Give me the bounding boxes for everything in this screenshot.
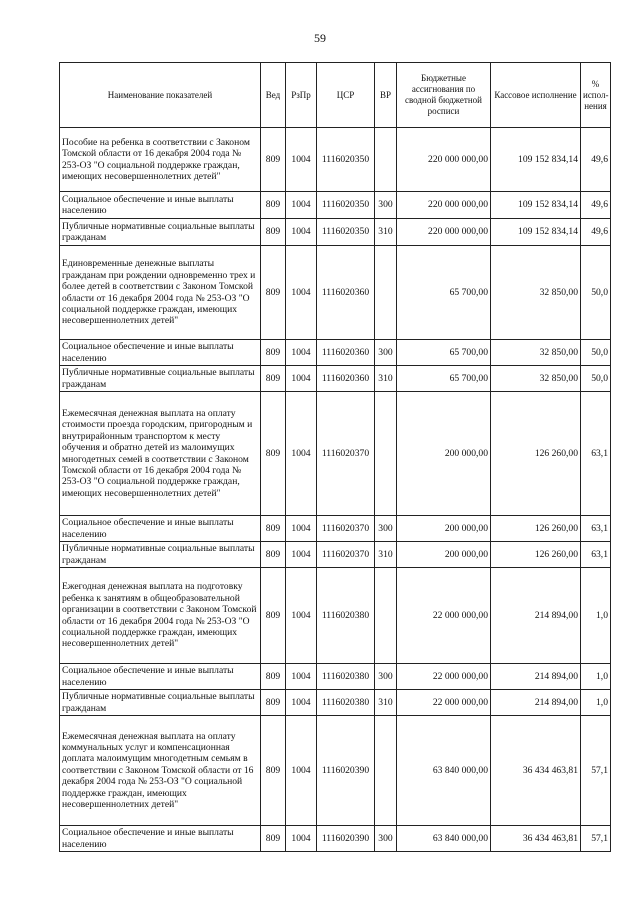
row-vr: 310 [375, 219, 397, 246]
row-csr: 1116020350 [317, 219, 375, 246]
row-ved: 809 [261, 716, 286, 826]
row-pct: 63,1 [581, 542, 611, 568]
row-vr: 310 [375, 690, 397, 716]
row-name: Ежегодная денежная выплата на подготовку ребенка к занятиям в общеобразовательной организации в соответствии с Законом Томской области от 16 декабря 2004 года № 253-ОЗ "О социальной поддержке граждан, имеющих несовершеннолетних детей" [60, 568, 261, 664]
row-budget: 63 840 000,00 [397, 826, 491, 852]
row-csr: 1116020370 [317, 516, 375, 542]
row-vr: 300 [375, 340, 397, 366]
header-name: Наименование показателей [60, 63, 261, 128]
row-budget: 65 700,00 [397, 340, 491, 366]
row-rzpr: 1004 [286, 128, 317, 192]
table-row [60, 219, 611, 246]
row-cash: 214 894,00 [491, 664, 581, 690]
row-csr: 1116020350 [317, 192, 375, 219]
row-pct: 63,1 [581, 516, 611, 542]
row-csr: 1116020390 [317, 716, 375, 826]
row-rzpr: 1004 [286, 542, 317, 568]
row-name: Социальное обеспечение и иные выплаты населению [60, 340, 261, 366]
row-csr: 1116020360 [317, 366, 375, 392]
row-rzpr: 1004 [286, 340, 317, 366]
page-number: 59 [314, 31, 326, 45]
row-csr: 1116020370 [317, 392, 375, 516]
row-ved: 809 [261, 128, 286, 192]
row-vr: 300 [375, 192, 397, 219]
row-budget: 220 000 000,00 [397, 219, 491, 246]
row-vr [375, 716, 397, 826]
row-vr [375, 392, 397, 516]
table-row [60, 542, 611, 568]
row-rzpr: 1004 [286, 192, 317, 219]
table-row [60, 690, 611, 716]
row-budget: 200 000,00 [397, 516, 491, 542]
row-cash: 126 260,00 [491, 392, 581, 516]
row-cash: 109 152 834,14 [491, 192, 581, 219]
row-name: Пособие на ребенка в соответствии с Законом Томской области от 16 декабря 2004 года № 253-ОЗ "О социальной поддержке граждан, имеющих несовершеннолетних детей" [60, 128, 261, 192]
row-cash: 36 434 463,81 [491, 826, 581, 852]
row-cash: 32 850,00 [491, 340, 581, 366]
row-cash: 214 894,00 [491, 690, 581, 716]
row-budget: 22 000 000,00 [397, 690, 491, 716]
row-rzpr: 1004 [286, 568, 317, 664]
row-pct: 57,1 [581, 716, 611, 826]
table-row [60, 826, 611, 852]
row-csr: 1116020370 [317, 542, 375, 568]
table-row [60, 516, 611, 542]
row-rzpr: 1004 [286, 690, 317, 716]
row-rzpr: 1004 [286, 826, 317, 852]
table-row [60, 366, 611, 392]
row-ved: 809 [261, 366, 286, 392]
row-ved: 809 [261, 826, 286, 852]
row-pct: 1,0 [581, 664, 611, 690]
table-row [60, 128, 611, 192]
row-vr [375, 568, 397, 664]
row-vr [375, 246, 397, 340]
row-pct: 1,0 [581, 690, 611, 716]
row-budget: 200 000,00 [397, 392, 491, 516]
header-pct: % испол-нения [581, 63, 611, 128]
row-csr: 1116020380 [317, 664, 375, 690]
row-csr: 1116020350 [317, 128, 375, 192]
row-budget: 220 000 000,00 [397, 192, 491, 219]
row-cash: 109 152 834,14 [491, 128, 581, 192]
row-csr: 1116020390 [317, 826, 375, 852]
header-ved: Вед [261, 63, 286, 128]
table-row [60, 340, 611, 366]
row-rzpr: 1004 [286, 246, 317, 340]
row-csr: 1116020380 [317, 568, 375, 664]
row-cash: 126 260,00 [491, 542, 581, 568]
row-csr: 1116020360 [317, 340, 375, 366]
row-csr: 1116020380 [317, 690, 375, 716]
table-row [60, 716, 611, 826]
row-name: Публичные нормативные социальные выплаты гражданам [60, 219, 261, 246]
row-budget: 220 000 000,00 [397, 128, 491, 192]
row-cash: 32 850,00 [491, 246, 581, 340]
row-ved: 809 [261, 690, 286, 716]
row-pct: 63,1 [581, 392, 611, 516]
row-name: Ежемесячная денежная выплата на оплату коммунальных услуг и компенсационная доплата малоимущим многодетным семьям в соответствии с Законом Томской области от 16 декабря 2004 года № 253-ОЗ "О социальной поддержке граждан, имеющих несовершеннолетних детей" [60, 716, 261, 826]
row-budget: 65 700,00 [397, 246, 491, 340]
row-ved: 809 [261, 219, 286, 246]
row-pct: 1,0 [581, 568, 611, 664]
table-row [60, 568, 611, 664]
row-rzpr: 1004 [286, 664, 317, 690]
table-row [60, 192, 611, 219]
row-vr: 300 [375, 516, 397, 542]
row-name: Ежемесячная денежная выплата на оплату стоимости проезда городским, пригородным и внутрирайонным транспортом к месту обучения и обратно детей из малоимущих многодетных семей в соответствии с Законом Томской области от 16 декабря 2004 года № 253-ОЗ "О социальной поддержке граждан, имеющих несовершеннолетних детей" [60, 392, 261, 516]
row-budget: 65 700,00 [397, 366, 491, 392]
row-name: Социальное обеспечение и иные выплаты населению [60, 826, 261, 852]
row-pct: 49,6 [581, 128, 611, 192]
row-cash: 109 152 834,14 [491, 219, 581, 246]
row-name: Публичные нормативные социальные выплаты гражданам [60, 366, 261, 392]
table-row [60, 392, 611, 516]
row-pct: 49,6 [581, 219, 611, 246]
row-vr: 310 [375, 366, 397, 392]
row-pct: 57,1 [581, 826, 611, 852]
table-row [60, 246, 611, 340]
row-budget: 200 000,00 [397, 542, 491, 568]
header-vr: ВР [375, 63, 397, 128]
row-cash: 32 850,00 [491, 366, 581, 392]
row-name: Публичные нормативные социальные выплаты гражданам [60, 542, 261, 568]
row-ved: 809 [261, 568, 286, 664]
row-pct: 50,0 [581, 366, 611, 392]
row-ved: 809 [261, 392, 286, 516]
row-vr: 310 [375, 542, 397, 568]
row-vr: 300 [375, 826, 397, 852]
row-pct: 50,0 [581, 340, 611, 366]
budget-table [59, 62, 611, 852]
header-cash: Кассовое исполнение [491, 63, 581, 128]
row-rzpr: 1004 [286, 516, 317, 542]
table-row [60, 664, 611, 690]
row-name: Единовременные денежные выплаты гражданам при рождении одновременно трех и более детей в соответствии с Законом Томской области от 16 декабря 2004 года № 253-ОЗ "О социальной поддержке граждан, имеющих несовершеннолетних детей" [60, 246, 261, 340]
row-ved: 809 [261, 664, 286, 690]
row-name: Социальное обеспечение и иные выплаты населению [60, 664, 261, 690]
row-ved: 809 [261, 340, 286, 366]
row-name: Социальное обеспечение и иные выплаты населению [60, 192, 261, 219]
row-budget: 22 000 000,00 [397, 664, 491, 690]
row-vr [375, 128, 397, 192]
row-rzpr: 1004 [286, 716, 317, 826]
row-ved: 809 [261, 542, 286, 568]
row-ved: 809 [261, 516, 286, 542]
row-cash: 36 434 463,81 [491, 716, 581, 826]
row-rzpr: 1004 [286, 392, 317, 516]
header-csr: ЦСР [317, 63, 375, 128]
row-csr: 1116020360 [317, 246, 375, 340]
row-name: Публичные нормативные социальные выплаты гражданам [60, 690, 261, 716]
row-vr: 300 [375, 664, 397, 690]
row-rzpr: 1004 [286, 219, 317, 246]
row-rzpr: 1004 [286, 366, 317, 392]
header-budget: Бюджетные ассигнования по сводной бюджетной росписи [397, 63, 491, 128]
header-rzpr: РзПр [286, 63, 317, 128]
table-header-row [60, 63, 611, 128]
row-budget: 63 840 000,00 [397, 716, 491, 826]
row-name: Социальное обеспечение и иные выплаты населению [60, 516, 261, 542]
row-budget: 22 000 000,00 [397, 568, 491, 664]
row-cash: 214 894,00 [491, 568, 581, 664]
row-cash: 126 260,00 [491, 516, 581, 542]
row-pct: 49,6 [581, 192, 611, 219]
row-ved: 809 [261, 246, 286, 340]
row-pct: 50,0 [581, 246, 611, 340]
row-ved: 809 [261, 192, 286, 219]
